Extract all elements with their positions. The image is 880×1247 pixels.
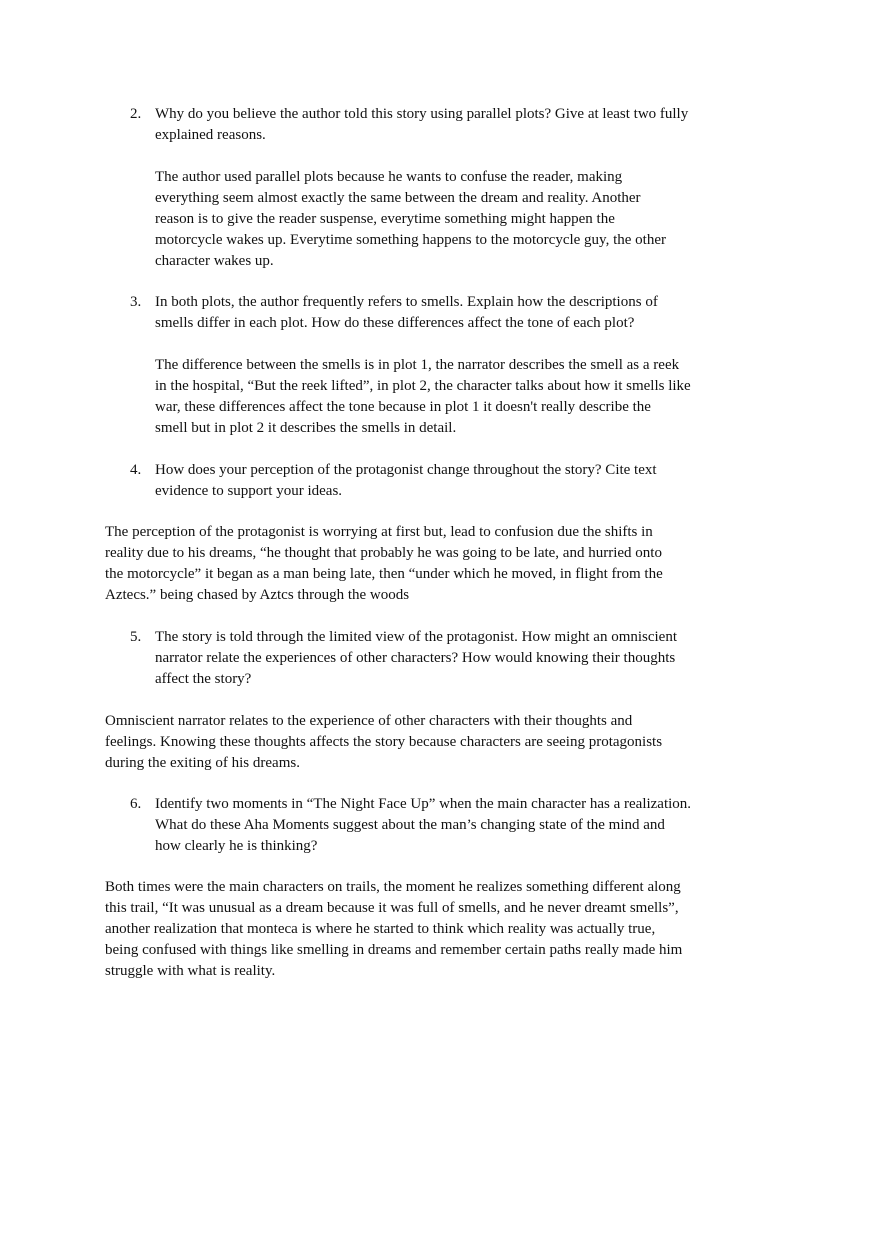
question-5 xyxy=(130,627,730,690)
question-4 xyxy=(130,460,730,502)
question-number: 3. xyxy=(130,294,142,310)
question-3 xyxy=(130,292,730,334)
question-line: In both plots, the author frequently refers to smells. Explain how the descriptions of xyxy=(155,294,658,310)
question-number: 6. xyxy=(130,796,142,812)
question-number: 5. xyxy=(130,629,142,645)
question-text xyxy=(155,292,730,334)
answer-line: this trail, “It was unusual as a dream because it was full of smells, and he never dreamt smells”, xyxy=(105,900,679,916)
question-line: how clearly he is thinking? xyxy=(155,838,318,854)
answer-line: character wakes up. xyxy=(155,253,274,269)
answer-line: feelings. Knowing these thoughts affects the story because characters are seeing protagonists xyxy=(105,734,663,750)
question-line: What do these Aha Moments suggest about the man’s changing state of the mind and xyxy=(155,817,665,833)
question-line: affect the story? xyxy=(155,671,252,687)
question-2 xyxy=(130,104,730,146)
question-number: 4. xyxy=(130,462,142,478)
question-line: explained reasons. xyxy=(155,127,266,143)
answer-line: The difference between the smells is in plot 1, the narrator describes the smell as a reek xyxy=(155,357,680,373)
answer-line: smell but in plot 2 it describes the smells in detail. xyxy=(155,420,457,436)
answer-line: everything seem almost exactly the same between the dream and reality. Another xyxy=(155,190,641,206)
answer-line: in the hospital, “But the reek lifted”, in plot 2, the character talks about how it smells like xyxy=(155,378,691,394)
answer-line: reality due to his dreams, “he thought that probably he was going to be late, and hurried onto xyxy=(105,545,662,561)
answer-line: the motorcycle” it began as a man being late, then “under which he moved, in flight from the xyxy=(105,566,663,582)
question-line: narrator relate the experiences of other characters? How would knowing their thoughts xyxy=(155,650,676,666)
question-line: smells differ in each plot. How do these differences affect the tone of each plot? xyxy=(155,315,635,331)
answer-line: Aztecs.” being chased by Aztcs through the woods xyxy=(105,587,410,603)
question-text xyxy=(155,794,730,857)
answer-line: The author used parallel plots because he wants to confuse the reader, making xyxy=(155,169,623,185)
question-6 xyxy=(130,794,730,857)
answer-line: war, these differences affect the tone because in plot 1 it doesn't really describe the xyxy=(155,399,651,415)
answer-line: motorcycle wakes up. Everytime something happens to the motorcycle guy, the other xyxy=(155,232,666,248)
question-line: Identify two moments in “The Night Face Up” when the main character has a realization. xyxy=(155,796,692,812)
question-line: The story is told through the limited view of the protagonist. How might an omniscient xyxy=(155,629,678,645)
answer-2 xyxy=(155,167,727,272)
question-text xyxy=(155,627,730,690)
question-text xyxy=(155,460,730,502)
answer-line: during the exiting of his dreams. xyxy=(105,755,300,771)
answer-line: being confused with things like smelling in dreams and remember certain paths really made him xyxy=(105,942,683,958)
question-number: 2. xyxy=(130,106,142,122)
answer-5 xyxy=(105,711,730,774)
answer-line: Both times were the main characters on trails, the moment he realizes something different along xyxy=(105,879,681,895)
answer-line: The perception of the protagonist is worrying at first but, lead to confusion due the shifts in xyxy=(105,524,653,540)
question-line: evidence to support your ideas. xyxy=(155,483,343,499)
answer-4 xyxy=(105,522,730,606)
answer-line: another realization that monteca is where he started to think which reality was actually true, xyxy=(105,921,656,937)
answer-line: Omniscient narrator relates to the experience of other characters with their thoughts and xyxy=(105,713,633,729)
question-line: How does your perception of the protagonist change throughout the story? Cite text xyxy=(155,462,657,478)
answer-6 xyxy=(105,877,730,982)
answer-line: struggle with what is reality. xyxy=(105,963,276,979)
answer-line: reason is to give the reader suspense, everytime something might happen the xyxy=(155,211,615,227)
answer-3 xyxy=(155,355,727,439)
question-line: Why do you believe the author told this story using parallel plots? Give at least two fully xyxy=(155,106,689,122)
question-text xyxy=(155,104,730,146)
